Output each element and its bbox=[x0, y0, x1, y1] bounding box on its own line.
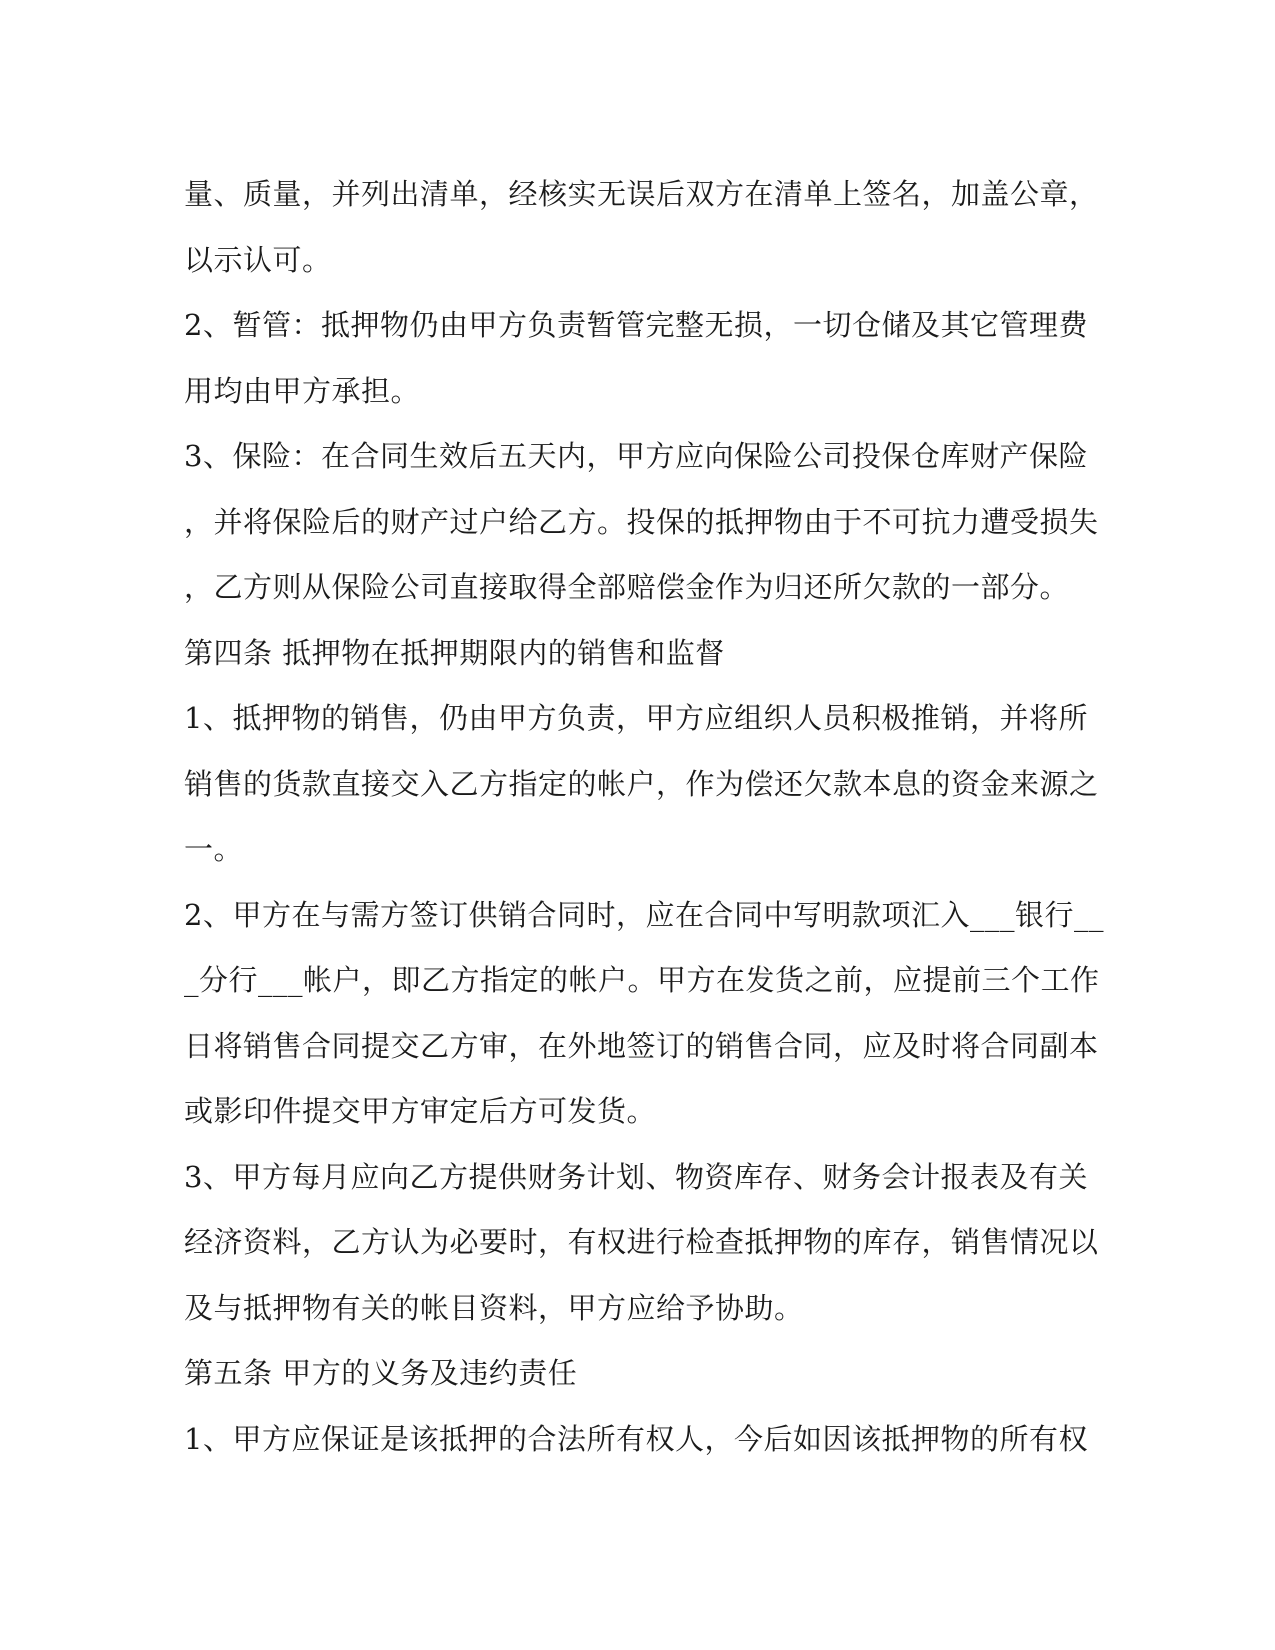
text-line: 或影印件提交甲方审定后方可发货。 bbox=[184, 1094, 657, 1128]
text-line: 2、甲方在与需方签订供销合同时，应在合同中写明款项汇入___银行__ bbox=[184, 897, 1104, 932]
section-heading: 第五条 甲方的义务及违约责任 bbox=[184, 1356, 578, 1390]
text-line: 量、质量，并列出清单，经核实无误后双方在清单上签名，加盖公章， bbox=[184, 177, 1099, 211]
text-line: 销售的货款直接交入乙方指定的帐户，作为偿还欠款本息的资金来源之 bbox=[184, 766, 1099, 801]
document-body bbox=[184, 162, 1104, 1472]
text-line: 2、暂管：抵押物仍由甲方负责暂管完整无损，一切仓储及其它管理费 bbox=[184, 308, 1088, 342]
text-line: 1、甲方应保证是该抵押的合法所有权人，今后如因该抵押物的所有权 bbox=[184, 1421, 1088, 1456]
section-heading: 第四条 抵押物在抵押期限内的销售和监督 bbox=[184, 635, 725, 670]
text-line: 日将销售合同提交乙方审，在外地签订的销售合同，应及时将合同副本 bbox=[184, 1028, 1099, 1063]
text-line: 用均由甲方承担。 bbox=[184, 373, 421, 408]
text-line: 1、抵押物的销售，仍由甲方负责，甲方应组织人员积极推销，并将所 bbox=[184, 701, 1088, 735]
text-line: ，并将保险后的财产过户给乙方。投保的抵押物由于不可抗力遭受损失 bbox=[184, 504, 1099, 539]
text-line: _分行___帐户，即乙方指定的帐户。甲方在发货之前，应提前三个工作 bbox=[184, 963, 1100, 997]
text-line: 以示认可。 bbox=[184, 242, 332, 277]
text-line: 一。 bbox=[184, 832, 244, 866]
text-line: ，乙方则从保险公司直接取得全部赔偿金作为归还所欠款的一部分。 bbox=[184, 570, 1070, 604]
text-line: 3、甲方每月应向乙方提供财务计划、物资库存、财务会计报表及有关 bbox=[184, 1159, 1088, 1194]
text-line: 经济资料，乙方认为必要时，有权进行检查抵押物的库存，销售情况以 bbox=[184, 1225, 1099, 1259]
text-line: 及与抵押物有关的帐目资料，甲方应给予协助。 bbox=[184, 1290, 804, 1325]
text-line: 3、保险：在合同生效后五天内，甲方应向保险公司投保仓库财产保险 bbox=[184, 439, 1088, 473]
